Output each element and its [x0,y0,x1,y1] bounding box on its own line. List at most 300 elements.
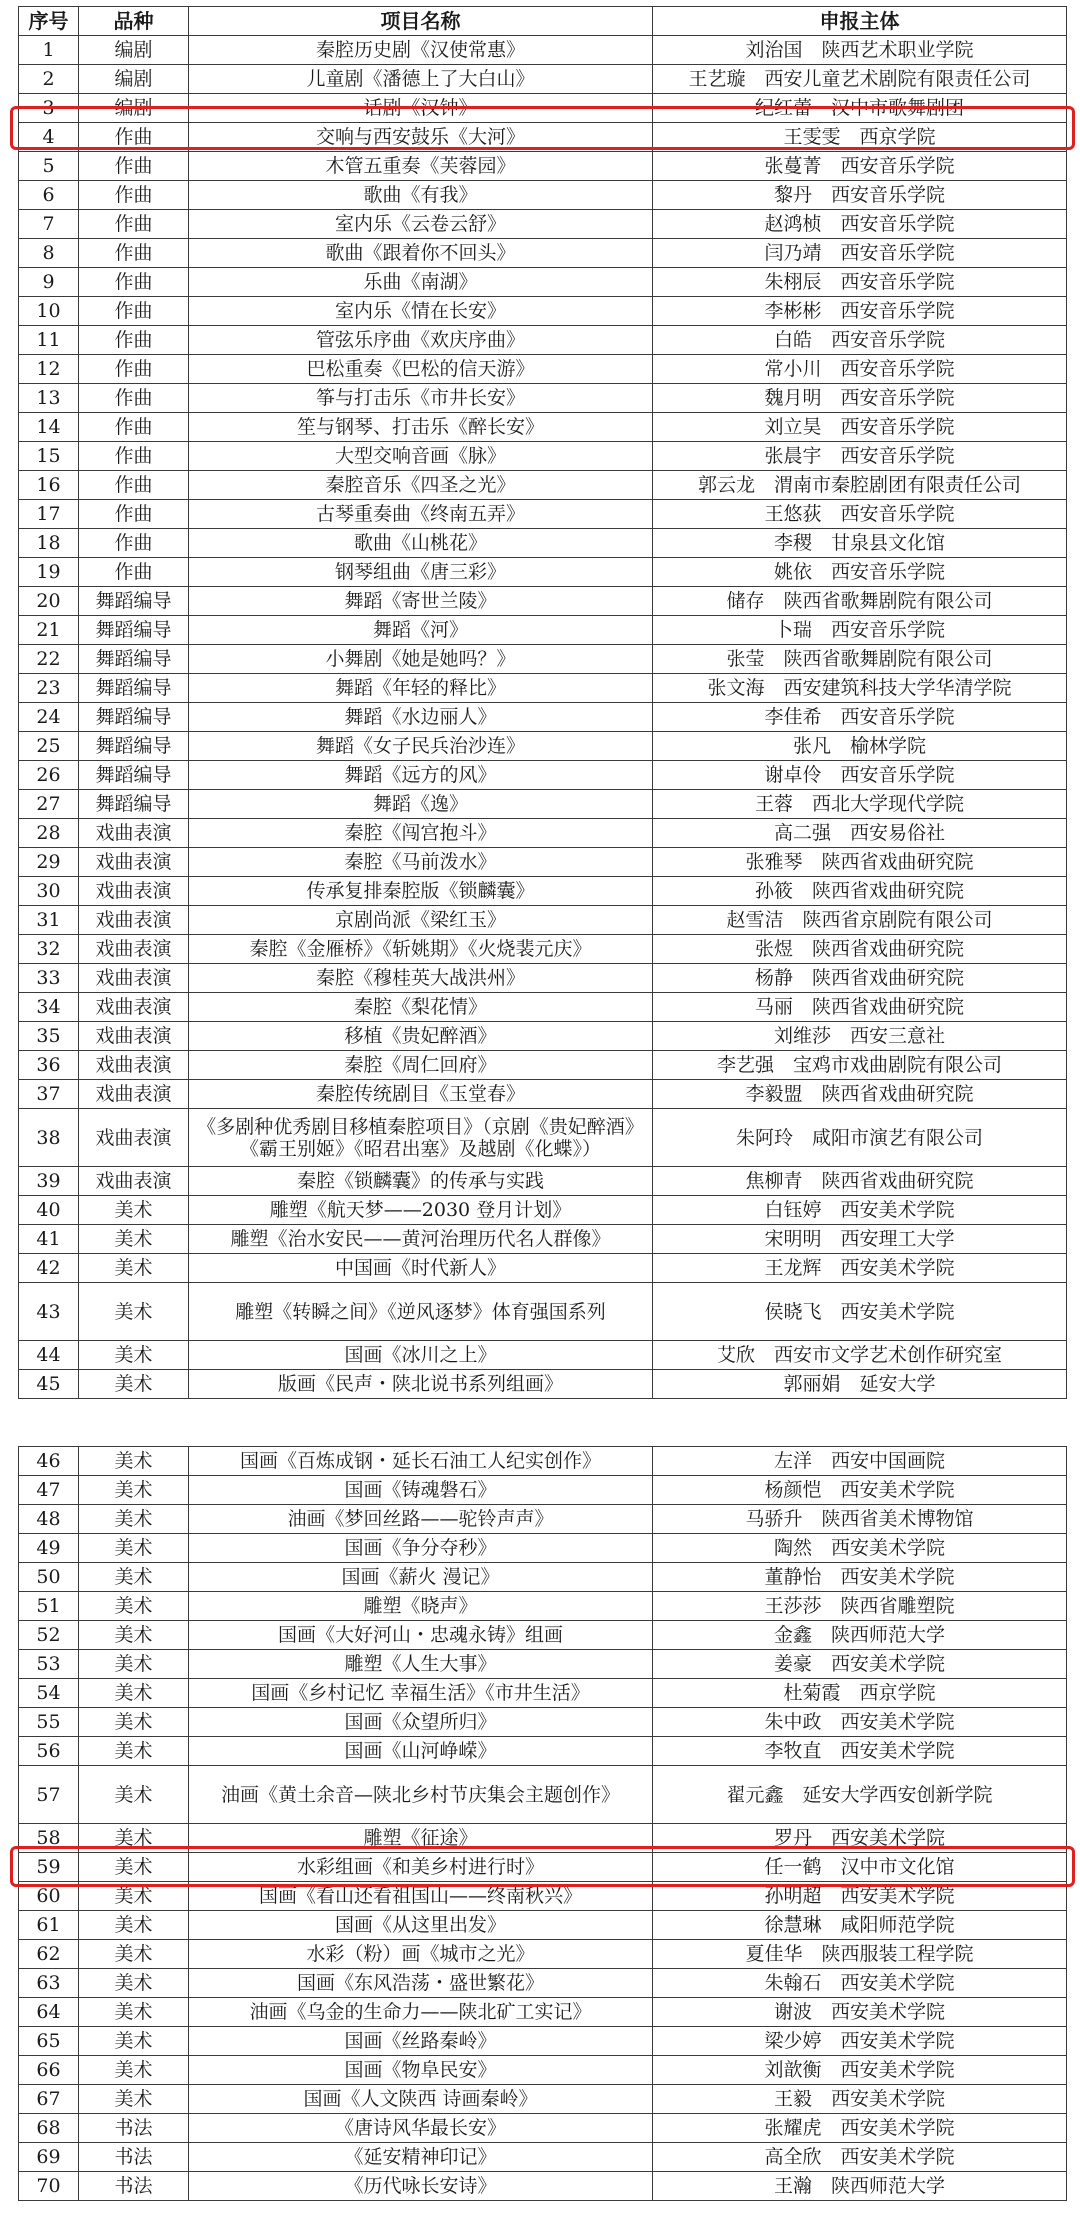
table-row [19,2027,1067,2056]
project-table-part-2 [18,1446,1067,2201]
cell-applicant: 谢波 西安美术学院 [653,1998,1067,2027]
table-row [19,1534,1067,1563]
cell-no: 7 [19,210,79,239]
cell-category: 美术 [79,1824,189,1853]
cell-project: 雕塑《人生大事》 [189,1650,653,1679]
cell-applicant: 翟元鑫 延安大学西安创新学院 [653,1766,1067,1824]
cell-project: 京剧尚派《梁红玉》 [189,906,653,935]
cell-no: 40 [19,1196,79,1225]
table-row [19,471,1067,500]
cell-project: 国画《物阜民安》 [189,2056,653,2085]
cell-applicant: 王蓉 西北大学现代学院 [653,790,1067,819]
table-row [19,2172,1067,2201]
cell-project: 国画《山河峥嵘》 [189,1737,653,1766]
cell-category: 戏曲表演 [79,993,189,1022]
cell-project: 移植《贵妃醉酒》 [189,1022,653,1051]
cell-no: 20 [19,587,79,616]
cell-project: 水彩组画《和美乡村进行时》 [189,1853,653,1882]
cell-no: 38 [19,1109,79,1167]
cell-category: 作曲 [79,355,189,384]
cell-applicant: 刘歆衡 西安美术学院 [653,2056,1067,2085]
cell-category: 美术 [79,1998,189,2027]
cell-category: 美术 [79,1621,189,1650]
cell-category: 作曲 [79,500,189,529]
cell-project: 雕塑《航天梦——2030 登月计划》 [189,1196,653,1225]
cell-applicant: 李毅盟 陕西省戏曲研究院 [653,1080,1067,1109]
cell-applicant: 王艺璇 西安儿童艺术剧院有限责任公司 [653,65,1067,94]
table-row [19,529,1067,558]
cell-no: 49 [19,1534,79,1563]
cell-applicant: 张耀虎 西安美术学院 [653,2114,1067,2143]
cell-project: 国画《薪火 漫记》 [189,1563,653,1592]
cell-no: 58 [19,1824,79,1853]
header-no: 序号 [19,7,79,36]
cell-no: 13 [19,384,79,413]
table-row [19,1824,1067,1853]
cell-no: 6 [19,181,79,210]
table-row [19,877,1067,906]
cell-project: 舞蹈《水边丽人》 [189,703,653,732]
table-row [19,1283,1067,1341]
cell-project: 筝与打击乐《市井长安》 [189,384,653,413]
cell-applicant: 张晨宇 西安音乐学院 [653,442,1067,471]
table-row [19,1370,1067,1399]
table-row [19,1505,1067,1534]
table-row [19,1051,1067,1080]
cell-no: 29 [19,848,79,877]
table-row [19,674,1067,703]
cell-project: 油画《黄土余音—陕北乡村节庆集会主题创作》 [189,1766,653,1824]
cell-project: 巴松重奏《巴松的信天游》 [189,355,653,384]
table-row [19,558,1067,587]
cell-project: 国画《铸魂磐石》 [189,1476,653,1505]
cell-applicant: 郭云龙 渭南市秦腔剧团有限责任公司 [653,471,1067,500]
cell-no: 1 [19,36,79,65]
cell-project: 歌曲《跟着你不回头》 [189,239,653,268]
cell-no: 33 [19,964,79,993]
cell-applicant: 储存 陕西省歌舞剧院有限公司 [653,587,1067,616]
cell-project: 秦腔《金雁桥》《斩姚期》《火烧裴元庆》 [189,935,653,964]
cell-no: 36 [19,1051,79,1080]
cell-no: 12 [19,355,79,384]
cell-category: 舞蹈编导 [79,703,189,732]
cell-no: 60 [19,1882,79,1911]
cell-applicant: 闫乃靖 西安音乐学院 [653,239,1067,268]
cell-applicant: 张凡 榆林学院 [653,732,1067,761]
cell-no: 56 [19,1737,79,1766]
cell-category: 舞蹈编导 [79,761,189,790]
cell-category: 美术 [79,1196,189,1225]
cell-no: 31 [19,906,79,935]
cell-no: 59 [19,1853,79,1882]
cell-category: 作曲 [79,152,189,181]
cell-category: 美术 [79,1882,189,1911]
cell-no: 8 [19,239,79,268]
cell-applicant: 李稷 甘泉县文化馆 [653,529,1067,558]
cell-no: 42 [19,1254,79,1283]
cell-project: 歌曲《有我》 [189,181,653,210]
cell-no: 25 [19,732,79,761]
table-row [19,1341,1067,1370]
cell-applicant: 姚依 西安音乐学院 [653,558,1067,587]
table-row [19,2085,1067,2114]
cell-applicant: 杨静 陕西省戏曲研究院 [653,964,1067,993]
cell-category: 舞蹈编导 [79,587,189,616]
cell-project: 传承复排秦腔版《锁麟囊》 [189,877,653,906]
cell-category: 戏曲表演 [79,935,189,964]
cell-no: 17 [19,500,79,529]
cell-category: 美术 [79,1476,189,1505]
table-row [19,2056,1067,2085]
cell-category: 戏曲表演 [79,964,189,993]
cell-category: 美术 [79,1650,189,1679]
cell-category: 美术 [79,1341,189,1370]
cell-applicant: 王悠荻 西安音乐学院 [653,500,1067,529]
cell-applicant: 张莹 陕西省歌舞剧院有限公司 [653,645,1067,674]
cell-no: 67 [19,2085,79,2114]
cell-applicant: 王莎莎 陕西省雕塑院 [653,1592,1067,1621]
table-row [19,1254,1067,1283]
cell-category: 书法 [79,2172,189,2201]
cell-category: 美术 [79,1370,189,1399]
cell-project: 中国画《时代新人》 [189,1254,653,1283]
cell-no: 22 [19,645,79,674]
cell-category: 舞蹈编导 [79,732,189,761]
table-row [19,1766,1067,1824]
table-row [19,1969,1067,1998]
cell-no: 32 [19,935,79,964]
table-row [19,1940,1067,1969]
cell-category: 舞蹈编导 [79,674,189,703]
cell-applicant: 王雯雯 西京学院 [653,123,1067,152]
cell-category: 美术 [79,1225,189,1254]
cell-applicant: 朱栩辰 西安音乐学院 [653,268,1067,297]
cell-applicant: 王瀚 陕西师范大学 [653,2172,1067,2201]
table-row [19,703,1067,732]
table-body-2 [19,1447,1067,2201]
table-row [19,2143,1067,2172]
cell-applicant: 罗丹 西安美术学院 [653,1824,1067,1853]
cell-no: 26 [19,761,79,790]
cell-applicant: 艾欣 西安市文学艺术创作研究室 [653,1341,1067,1370]
cell-no: 43 [19,1283,79,1341]
cell-category: 舞蹈编导 [79,645,189,674]
cell-project: 油画《梦回丝路——驼铃声声》 [189,1505,653,1534]
cell-applicant: 宋明明 西安理工大学 [653,1225,1067,1254]
cell-no: 23 [19,674,79,703]
cell-applicant: 赵鸿桢 西安音乐学院 [653,210,1067,239]
cell-category: 戏曲表演 [79,819,189,848]
cell-no: 39 [19,1167,79,1196]
cell-category: 作曲 [79,384,189,413]
cell-project: 《历代咏长安诗》 [189,2172,653,2201]
cell-project: 国画《百炼成钢・延长石油工人纪实创作》 [189,1447,653,1476]
cell-applicant: 张煜 陕西省戏曲研究院 [653,935,1067,964]
cell-applicant: 金鑫 陕西师范大学 [653,1621,1067,1650]
cell-project: 室内乐《情在长安》 [189,297,653,326]
cell-applicant: 纪红蕾 汉中市歌舞剧团 [653,94,1067,123]
cell-applicant: 白钰婷 西安美术学院 [653,1196,1067,1225]
cell-category: 舞蹈编导 [79,790,189,819]
cell-category: 编剧 [79,36,189,65]
cell-project: 舞蹈《年轻的释比》 [189,674,653,703]
cell-project: 交响与西安鼓乐《大河》 [189,123,653,152]
cell-applicant: 张雅琴 陕西省戏曲研究院 [653,848,1067,877]
cell-no: 65 [19,2027,79,2056]
cell-project: 秦腔传统剧目《玉堂春》 [189,1080,653,1109]
cell-applicant: 张蔓菁 西安音乐学院 [653,152,1067,181]
cell-category: 美术 [79,2027,189,2056]
cell-project: 国画《丝路秦岭》 [189,2027,653,2056]
table-row [19,1447,1067,1476]
table-row [19,848,1067,877]
cell-project: 木管五重奏《芙蓉园》 [189,152,653,181]
cell-category: 书法 [79,2143,189,2172]
cell-project: 国画《冰川之上》 [189,1341,653,1370]
cell-project: 管弦乐序曲《欢庆序曲》 [189,326,653,355]
table-row [19,964,1067,993]
project-table-part-1 [18,6,1067,1399]
cell-no: 63 [19,1969,79,1998]
cell-applicant: 卜瑞 西安音乐学院 [653,616,1067,645]
table-row [19,355,1067,384]
cell-category: 作曲 [79,297,189,326]
cell-category: 美术 [79,1969,189,1998]
cell-no: 68 [19,2114,79,2143]
cell-project: 舞蹈《女子民兵治沙连》 [189,732,653,761]
cell-category: 美术 [79,1679,189,1708]
cell-applicant: 刘维莎 西安三意社 [653,1022,1067,1051]
cell-applicant: 李彬彬 西安音乐学院 [653,297,1067,326]
table-row [19,1022,1067,1051]
cell-no: 46 [19,1447,79,1476]
cell-no: 69 [19,2143,79,2172]
table-row [19,732,1067,761]
table-row [19,1592,1067,1621]
cell-applicant: 夏佳华 陕西服装工程学院 [653,1940,1067,1969]
cell-project: 秦腔《闯宫抱斗》 [189,819,653,848]
cell-no: 64 [19,1998,79,2027]
cell-project: 国画《看山还看祖国山——终南秋兴》 [189,1882,653,1911]
cell-project: 古琴重奏曲《终南五弄》 [189,500,653,529]
cell-project: 秦腔《梨花情》 [189,993,653,1022]
cell-category: 戏曲表演 [79,877,189,906]
table-row [19,181,1067,210]
cell-applicant: 高全欣 西安美术学院 [653,2143,1067,2172]
cell-applicant: 刘立昊 西安音乐学院 [653,413,1067,442]
cell-category: 作曲 [79,210,189,239]
cell-project: 舞蹈《寄世兰陵》 [189,587,653,616]
cell-applicant: 焦柳青 陕西省戏曲研究院 [653,1167,1067,1196]
cell-category: 作曲 [79,239,189,268]
cell-project: 秦腔《周仁回府》 [189,1051,653,1080]
cell-project: 雕塑《治水安民——黄河治理历代名人群像》 [189,1225,653,1254]
table-row [19,935,1067,964]
cell-no: 44 [19,1341,79,1370]
cell-no: 61 [19,1911,79,1940]
table-row [19,210,1067,239]
cell-category: 美术 [79,1940,189,1969]
cell-no: 57 [19,1766,79,1824]
cell-no: 10 [19,297,79,326]
table-row [19,1225,1067,1254]
cell-category: 美术 [79,1447,189,1476]
cell-category: 美术 [79,1708,189,1737]
cell-no: 47 [19,1476,79,1505]
cell-project: 国画《东风浩荡・盛世繁花》 [189,1969,653,1998]
cell-no: 19 [19,558,79,587]
cell-no: 27 [19,790,79,819]
header-applicant: 申报主体 [653,7,1067,36]
cell-category: 美术 [79,1505,189,1534]
cell-no: 18 [19,529,79,558]
cell-project: 室内乐《云卷云舒》 [189,210,653,239]
cell-category: 作曲 [79,413,189,442]
cell-no: 5 [19,152,79,181]
cell-category: 书法 [79,2114,189,2143]
cell-category: 美术 [79,1911,189,1940]
cell-category: 美术 [79,1737,189,1766]
cell-category: 编剧 [79,94,189,123]
table-row [19,384,1067,413]
cell-applicant: 杜菊霞 西京学院 [653,1679,1067,1708]
cell-project: 大型交响音画《脉》 [189,442,653,471]
table-row [19,790,1067,819]
table-row [19,1167,1067,1196]
cell-project: 国画《众望所归》 [189,1708,653,1737]
table-row [19,152,1067,181]
table-row [19,1196,1067,1225]
cell-project: 雕塑《晓声》 [189,1592,653,1621]
table-row [19,268,1067,297]
cell-category: 作曲 [79,268,189,297]
cell-category: 戏曲表演 [79,906,189,935]
cell-applicant: 朱中政 西安美术学院 [653,1708,1067,1737]
cell-no: 55 [19,1708,79,1737]
cell-category: 戏曲表演 [79,1109,189,1167]
cell-applicant: 侯晓飞 西安美术学院 [653,1283,1067,1341]
cell-no: 4 [19,123,79,152]
cell-category: 美术 [79,2085,189,2114]
cell-applicant: 任一鹤 汉中市文化馆 [653,1853,1067,1882]
cell-category: 作曲 [79,326,189,355]
cell-project: 秦腔音乐《四圣之光》 [189,471,653,500]
table-row [19,36,1067,65]
cell-applicant: 李艺强 宝鸡市戏曲剧院有限公司 [653,1051,1067,1080]
cell-category: 戏曲表演 [79,848,189,877]
cell-applicant: 李佳希 西安音乐学院 [653,703,1067,732]
cell-project: 秦腔《锁麟囊》的传承与实践 [189,1167,653,1196]
cell-applicant: 朱阿玲 咸阳市演艺有限公司 [653,1109,1067,1167]
cell-project: 油画《乌金的生命力——陕北矿工实记》 [189,1998,653,2027]
cell-no: 30 [19,877,79,906]
table-row [19,123,1067,152]
table-row [19,1080,1067,1109]
cell-applicant: 孙明超 西安美术学院 [653,1882,1067,1911]
cell-no: 21 [19,616,79,645]
table-row [19,1737,1067,1766]
table-row [19,94,1067,123]
table-row [19,1708,1067,1737]
cell-category: 美术 [79,1534,189,1563]
cell-applicant: 陶然 西安美术学院 [653,1534,1067,1563]
cell-category: 作曲 [79,123,189,152]
cell-project: 乐曲《南湖》 [189,268,653,297]
cell-category: 作曲 [79,442,189,471]
cell-no: 37 [19,1080,79,1109]
cell-category: 戏曲表演 [79,1051,189,1080]
cell-applicant: 姜豪 西安美术学院 [653,1650,1067,1679]
cell-category: 作曲 [79,181,189,210]
table-row [19,1679,1067,1708]
table-row [19,761,1067,790]
table-row [19,500,1067,529]
table-row [19,993,1067,1022]
cell-applicant: 黎丹 西安音乐学院 [653,181,1067,210]
cell-no: 41 [19,1225,79,1254]
cell-no: 53 [19,1650,79,1679]
cell-project: 《唐诗风华最长安》 [189,2114,653,2143]
cell-applicant: 徐慧琳 咸阳师范学院 [653,1911,1067,1940]
header-category: 品种 [79,7,189,36]
cell-project: 国画《从这里出发》 [189,1911,653,1940]
cell-applicant: 王毅 西安美术学院 [653,2085,1067,2114]
cell-no: 28 [19,819,79,848]
cell-applicant: 白皓 西安音乐学院 [653,326,1067,355]
table-row [19,1563,1067,1592]
cell-project: 版画《民声・陕北说书系列组画》 [189,1370,653,1399]
cell-no: 16 [19,471,79,500]
cell-category: 作曲 [79,529,189,558]
cell-category: 戏曲表演 [79,1080,189,1109]
cell-applicant: 张文海 西安建筑科技大学华清学院 [653,674,1067,703]
table-row [19,616,1067,645]
cell-project: 《延安精神印记》 [189,2143,653,2172]
cell-project: 舞蹈《远方的风》 [189,761,653,790]
cell-no: 2 [19,65,79,94]
cell-project: 雕塑《转瞬之间》《逆风逐梦》体育强国系列 [189,1283,653,1341]
table-header-row [19,7,1067,36]
cell-applicant: 梁少婷 西安美术学院 [653,2027,1067,2056]
cell-no: 62 [19,1940,79,1969]
cell-applicant: 郭丽娟 延安大学 [653,1370,1067,1399]
cell-project: 国画《大好河山・忠魂永铸》组画 [189,1621,653,1650]
table-row [19,1911,1067,1940]
table-row [19,645,1067,674]
cell-project: 歌曲《山桃花》 [189,529,653,558]
cell-category: 戏曲表演 [79,1022,189,1051]
cell-no: 52 [19,1621,79,1650]
cell-no: 14 [19,413,79,442]
cell-category: 戏曲表演 [79,1167,189,1196]
cell-applicant: 马丽 陕西省戏曲研究院 [653,993,1067,1022]
cell-applicant: 赵雪洁 陕西省京剧院有限公司 [653,906,1067,935]
cell-no: 48 [19,1505,79,1534]
cell-applicant: 杨颜恺 西安美术学院 [653,1476,1067,1505]
table-row [19,239,1067,268]
cell-project: 舞蹈《逸》 [189,790,653,819]
cell-applicant: 王龙辉 西安美术学院 [653,1254,1067,1283]
table-row [19,819,1067,848]
table-row [19,587,1067,616]
cell-no: 24 [19,703,79,732]
header-project: 项目名称 [189,7,653,36]
table-row [19,1109,1067,1167]
table-row [19,906,1067,935]
cell-no: 35 [19,1022,79,1051]
table-row [19,1650,1067,1679]
cell-applicant: 高二强 西安易俗社 [653,819,1067,848]
